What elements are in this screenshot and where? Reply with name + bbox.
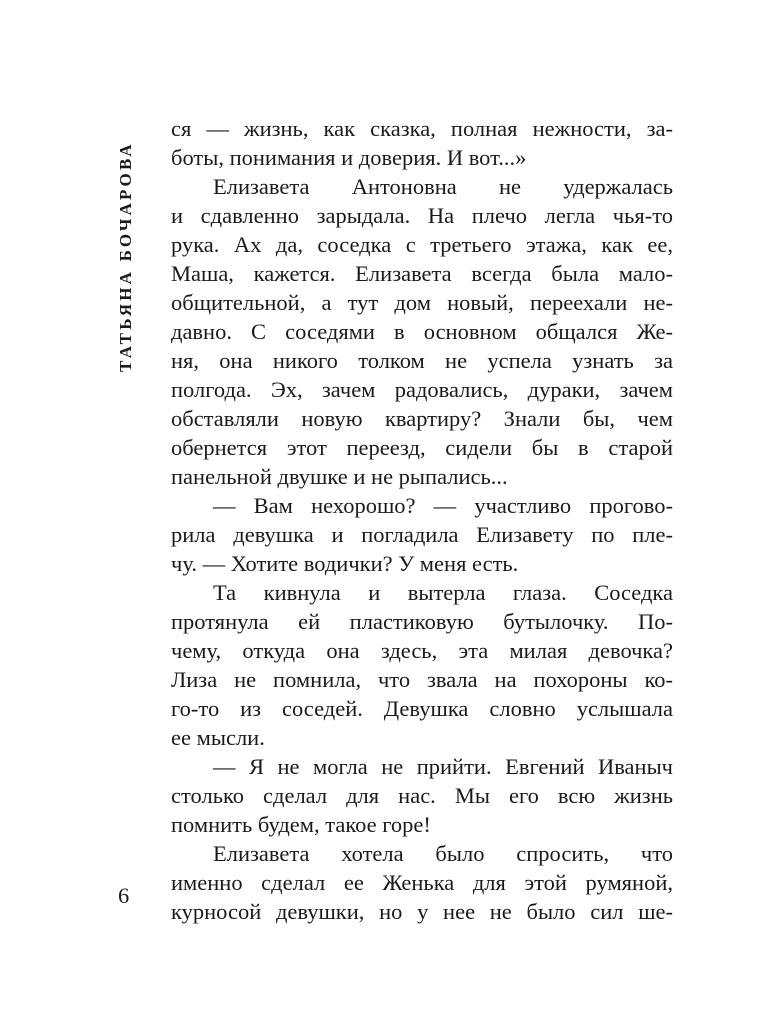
text-line: обставляли новую квартиру? Знали бы, чем — [171, 406, 673, 431]
text-line: именно сделал ее Женька для этой румяной, — [171, 870, 673, 895]
text-line: давно. С соседями в основном общался Же- — [171, 319, 673, 344]
text-line: помнить будем, такое горе! — [171, 812, 431, 837]
text-line: курносой девушки, но у нее не было сил ше- — [171, 899, 673, 924]
text-line: рука. Ах да, соседка с третьего этажа, как ее, — [171, 232, 673, 257]
text-line: обернется этот переезд, сидели бы в старой — [171, 435, 673, 460]
text-line: — Вам нехорошо? — участливо прогово- — [213, 493, 673, 518]
text-line: панельной двушке и не рыпались... — [171, 464, 508, 489]
text-line: ня, она никого толком не успела узнать за — [171, 348, 673, 373]
text-line: общительной, а тут дом новый, переехали не- — [171, 290, 673, 315]
text-line: — Я не могла не прийти. Евгений Иваныч — [213, 754, 673, 779]
text-line: Лиза не помнила, что звала на похороны ко- — [171, 667, 673, 692]
text-line: рила девушка и погладила Елизавету по пле- — [171, 522, 673, 547]
text-line: Елизавета хотела было спросить, что — [213, 841, 673, 866]
text-line: го-то из соседей. Девушка словно услышала — [171, 696, 673, 721]
page-number: 6 — [118, 883, 130, 908]
text-line: Маша, кажется. Елизавета всегда была мало- — [171, 261, 673, 286]
text-line: боты, понимания и доверия. И вот...» — [171, 145, 527, 170]
text-line: ее мысли. — [171, 725, 265, 750]
text-line: Та кивнула и вытерла глаза. Соседка — [213, 580, 673, 605]
text-line: столько сделал для нас. Мы его всю жизнь — [171, 783, 673, 808]
text-line: полгода. Эх, зачем радовались, дураки, зачем — [171, 377, 673, 402]
text-line: и сдавленно зарыдала. На плечо легла чья-то — [171, 203, 673, 228]
text-line: чему, откуда она здесь, эта милая девочка? — [171, 638, 673, 663]
text-line: ся — жизнь, как сказка, полная нежности, за- — [171, 116, 673, 141]
text-line: Елизавета Антоновна не удержалась — [213, 174, 673, 199]
body-text — [171, 114, 673, 926]
running-head: ТАТЬЯНА БОЧАРОВА — [116, 141, 135, 372]
text-line: протянула ей пластиковую бутылочку. По- — [171, 609, 673, 634]
text-line: чу. — Хотите водички? У меня есть. — [171, 551, 519, 576]
